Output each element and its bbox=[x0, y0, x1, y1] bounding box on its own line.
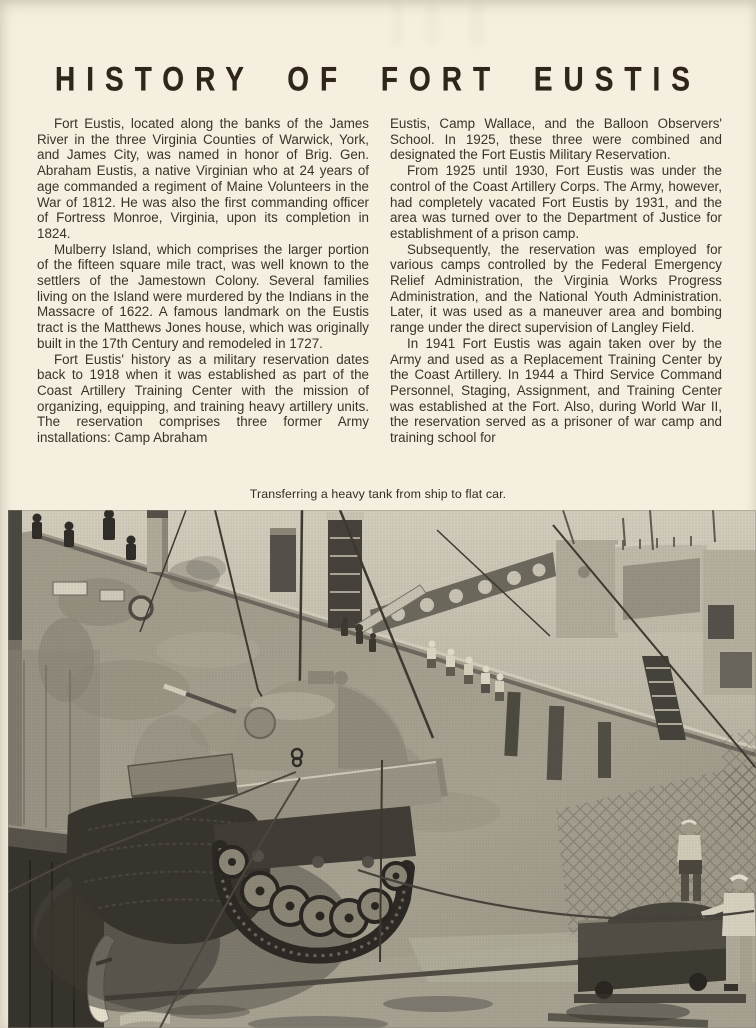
paragraph: Fort Eustis' history as a military reservation dates back to 1918 when it was established as part of the Coast Artillery Training Center with the mission of organizing, equipping, and training heavy artillery units. The reservation comprises three former Army installations: Camp Abraham bbox=[37, 351, 369, 446]
article-column-left bbox=[37, 116, 369, 446]
article bbox=[37, 116, 723, 446]
paragraph: Fort Eustis, located along the banks of the James River in the three Virginia Counties of Warwick, York, and James City, was named in honor of Brig. Gen. Abraham Eustis, a native Virginian who at 24 years of age commanded a regiment of Maine Volunteers in the War of 1812. He was also the first commanding officer of Fortress Monroe, Virginia, upon its completion in 1824. bbox=[37, 116, 369, 241]
paragraph: Subsequently, the reservation was employed for various camps controlled by the Federal Emergency Relief Administration, the Virginia Works Progress Administration, and the National Youth Administration. Later, it was used as a maneuver area and bombing range under the direct supervision of Langley Field. bbox=[390, 241, 722, 336]
article-column-right bbox=[390, 116, 722, 446]
show-through-ghost bbox=[392, 2, 642, 46]
photo-caption: Transferring a heavy tank from ship to flat car. bbox=[249, 487, 507, 501]
paragraph: Mulberry Island, which comprises the larger portion of the fifteen square mile tract, was well known to the settlers of the Jamestown Colony. Several families living on the Island were murdered by the Indians in the Massacre of 1622. A famous landmark on the Eustis tract is the Matthews Jones house, which was originally built in the 17th Century and remodeled in 1727. bbox=[37, 241, 369, 351]
photo bbox=[8, 510, 756, 1028]
paragraph: Eustis, Camp Wallace, and the Balloon Observers' School. In 1925, these three were combined and designated the Fort Eustis Military Reservation. bbox=[390, 116, 722, 163]
photo-illustration bbox=[8, 510, 756, 1028]
paragraph: From 1925 until 1930, Fort Eustis was under the control of the Coast Artillery Corps. The Army, however, had completely vacated Fort Eustis by 1931, and the area was turned over to the Department of Justice for establishment of a prison camp. bbox=[390, 163, 722, 241]
paragraph: In 1941 Fort Eustis was again taken over by the Army and used as a Replacement Training Center by the Coast Artillery. In 1944 a Third Service Command Personnel, Staging, Assignment, and Training Center was established at the Fort. Also, during World War II, the reservation served as a prisoner of war camp and training school for bbox=[390, 335, 722, 446]
page-title: HISTORY OF FORT EUSTIS bbox=[55, 60, 701, 98]
